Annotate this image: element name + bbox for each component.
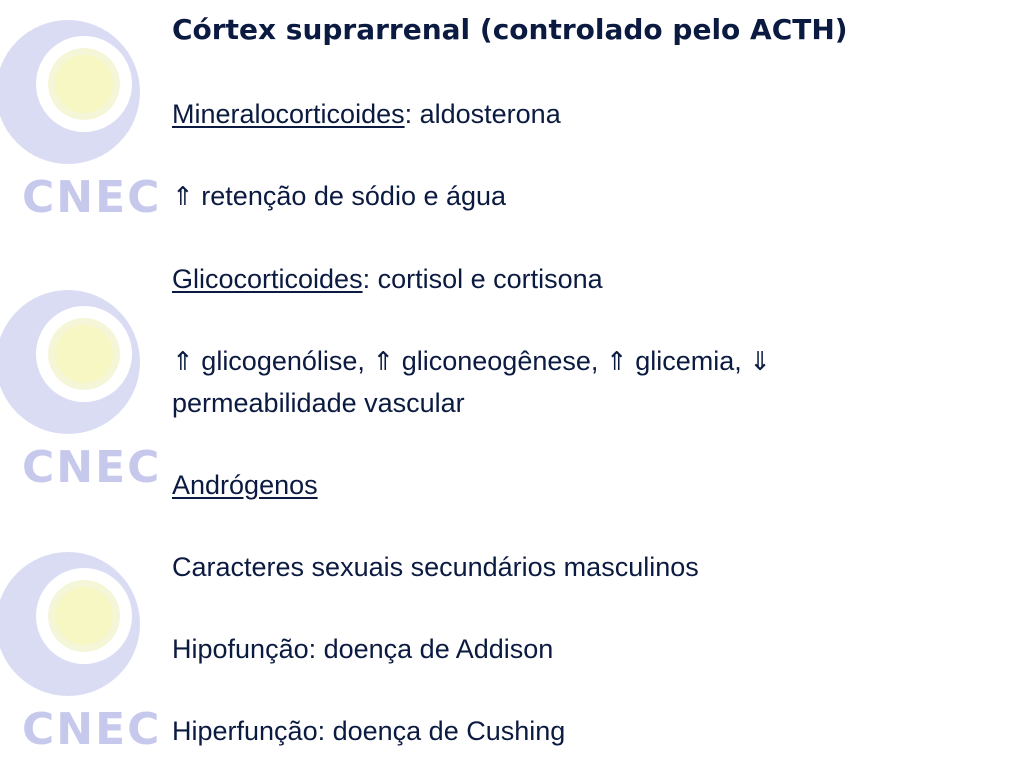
cnec-logo-text: CNEC: [22, 442, 162, 493]
hyperfunction-line: Hiperfunção: doença de Cushing: [172, 716, 566, 746]
mineral-effect-line: [172, 176, 1002, 218]
androgens-effect-line: Caracteres sexuais secundários masculinos: [172, 552, 699, 582]
cnec-logo-text: CNEC: [22, 704, 162, 755]
cnec-logo-2: [0, 270, 165, 500]
gluco-effect-3: glicemia,: [627, 346, 750, 376]
glucocorticoids-term: Glicocorticoides: [172, 264, 363, 294]
gluco-effect-1: glicogenólise,: [193, 346, 373, 376]
gluco-effect-4: permeabilidade vascular: [172, 388, 465, 418]
down-arrow-icon: ⇓: [749, 347, 772, 377]
mineral-effect-text: retenção de sódio e água: [193, 181, 507, 211]
up-arrow-icon: ⇑: [605, 347, 628, 377]
mineralocorticoids-term: Mineralocorticoides: [172, 99, 405, 129]
slide-title: Córtex suprarrenal (controlado pelo ACTH): [172, 13, 848, 46]
androgens-term: Andrógenos: [172, 470, 318, 500]
cnec-logo-1: [0, 0, 165, 230]
glucocorticoids-line: [172, 259, 1002, 300]
mineralocorticoids-line: [172, 94, 1002, 135]
mineralocorticoids-desc: : aldosterona: [404, 99, 561, 129]
cnec-logo-3: [0, 532, 165, 762]
up-arrow-icon: ⇑: [172, 182, 194, 212]
up-arrow-icon: ⇑: [372, 347, 395, 377]
gluco-effects-line: [172, 341, 1002, 424]
cnec-logo-text: CNEC: [22, 172, 162, 223]
slide-content: [172, 10, 1002, 752]
up-arrow-icon: ⇑: [172, 347, 194, 377]
glucocorticoids-desc: : cortisol e cortisona: [362, 264, 603, 294]
gluco-effect-2: gliconeogênese,: [394, 346, 606, 376]
hypofunction-line: Hipofunção: doença de Addison: [172, 634, 554, 664]
androgens-line: [172, 465, 1002, 506]
